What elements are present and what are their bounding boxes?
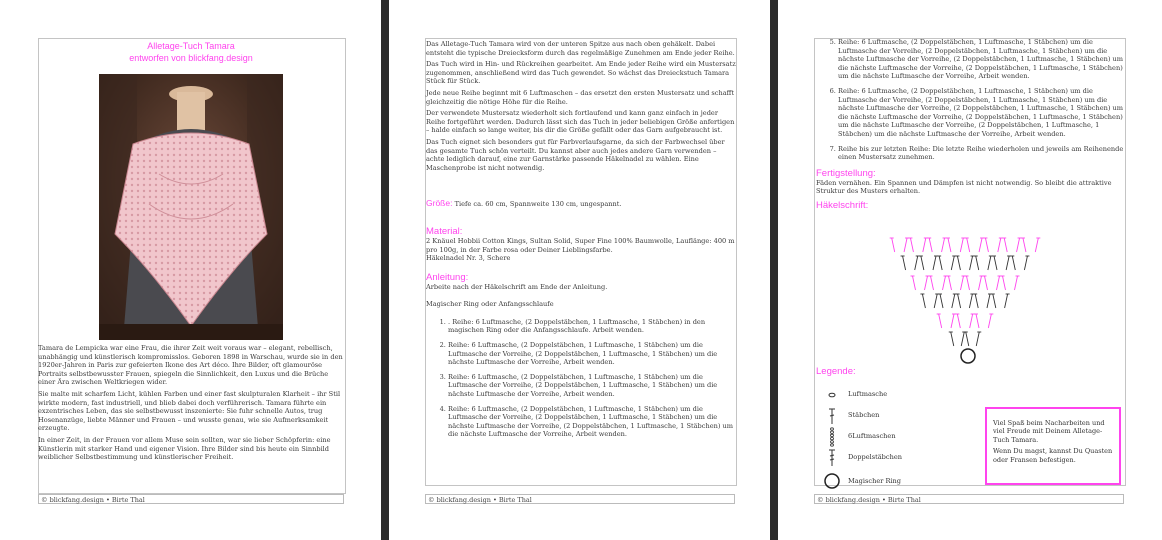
stitch-mark: [967, 238, 970, 252]
legend-row: [822, 448, 972, 469]
row-item: 7. Reihe bis zur letzten Reihe: Die letzte Reihe wiederholen und jeweils am Reihenende einen Mustersatz zunehmen.: [838, 145, 1126, 162]
stitch-mark: [976, 256, 979, 270]
stitch-mark: [929, 238, 932, 252]
legend-label: Stäbchen: [848, 411, 880, 419]
row-item: 2. Reihe: 6 Luftmasche, (2 Doppelstäbchen, 1 Luftmasche, 1 Stäbchen) um die Luftmasche der Vorreihe, (2 Doppelstäbchen, 1 Luftmasche, 1 Stäbchen) um die nächste Luftmasche der Vorreihe, Arbeit wenden.: [448, 341, 736, 367]
stitch-mark: [948, 238, 951, 252]
treble-crochet-icon: [822, 448, 842, 468]
stitch-mark: [921, 256, 924, 270]
row-list: [426, 318, 736, 439]
stitch-mark: [910, 238, 913, 252]
stitch-mark: [892, 238, 895, 252]
title-line-2: entworfen von blickfang.design: [129, 53, 253, 63]
description-paragraph: Das Tuch eignet sich besonders gut für Farbverlaufsgarne, da sich der Farbwechsel über das gesamte Tuch schön verteilt. Du kannst aber auch jedes andere Garn verwenden – achte lediglich darauf, eine zur Garnstärke passende Häkelnadel zu wählen. Eine Maschenprobe ist nicht notwendig.: [426, 137, 725, 172]
row-item: 6. Reihe: 6 Luftmasche, (2 Doppelstäbchen, 1 Luftmasche, 1 Stäbchen) um die Luftmasche der Vorreihe, (2 Doppelstäbchen, 1 Luftmasche, 1 Stäbchen) um die nächste Luftmasche der Vorreihe, (2 Doppelstäbchen, 1 Luftmasche, 1 Stäbchen) um die nächste Luftmasche der Vorreihe, (2 Doppelstäbchen, 1 Luftmasche, 1 Stäbchen) um die nächste Luftmasche der Vorreihe, (2 Doppelstäbchen, 1 Luftmasche, 1 Stäbchen) um die nächste Luftmasche der Vorreihe, Arbeit wenden.: [838, 87, 1126, 139]
stitch-mark: [961, 276, 964, 290]
stitch-mark: [988, 314, 991, 328]
stitch-mark: [958, 294, 961, 308]
shawl-photo: [99, 74, 283, 340]
stitch-mark: [934, 294, 937, 308]
stitch-mark: [1023, 238, 1026, 252]
row-item: 3. Reihe: 6 Luftmasche, (2 Doppelstäbchen, 1 Luftmasche, 1 Stäbchen) um die Luftmasche der Vorreihe, (2 Doppelstäbchen, 1 Luftmasche, 1 Stäbchen) um die nächste Luftmasche der Vorreihe, Arbeit wenden.: [448, 373, 736, 399]
stitch-mark: [967, 276, 970, 290]
legend-label: Doppelstäbchen: [848, 453, 902, 461]
stitch-mark: [1017, 238, 1020, 252]
double-crochet-icon: [822, 406, 842, 426]
instructions-body: [426, 40, 736, 445]
size-heading: Größe:: [426, 198, 453, 209]
stitch-mark: [998, 238, 1001, 252]
stitch-mark: [994, 256, 997, 270]
stitch-mark: [913, 276, 916, 290]
legend-row: [822, 469, 972, 493]
row-item: 1. . Reihe: 6 Luftmasche, (2 Doppelstäbchen, 1 Luftmasche, 1 Stäbchen) in den magischen Ring oder die Anfangsschlaufe. Arbeit wenden.: [448, 318, 736, 335]
legend-row: [822, 385, 972, 406]
stitch-mark: [985, 276, 988, 290]
stitch-mark: [1006, 256, 1009, 270]
stitch-mark: [1024, 256, 1027, 270]
instructions-start: Magischer Ring oder Anfangsschlaufe: [426, 300, 554, 309]
chart-heading: Häkelschrift:: [816, 199, 869, 211]
legend-row: [822, 427, 972, 448]
stitch-mark: [904, 238, 907, 252]
instructions-heading: Anleitung:: [426, 271, 469, 283]
stitch-mark: [942, 238, 945, 252]
closing-note-box: [985, 407, 1121, 485]
intro-paragraph: In einer Zeit, in der Frauen vor allem Muse sein sollten, war sie lieber Schöpferin: eine Künstlerin mit starker Hand und eigener Vision. Ihre Bilder sind bis heute ein Sinnbild weiblicher Selbstbestimmung und künstlerischer Freiheit.: [38, 435, 331, 462]
note-paragraph: Wenn Du magst, kannst Du Quasten oder Fransen befestigen.: [993, 447, 1113, 464]
legend-list: [822, 385, 972, 493]
legend-label: 6Luftmaschen: [848, 432, 896, 440]
page-footer: © blickfang.design • Birte Thal: [38, 494, 344, 504]
crochet-chart: [880, 232, 1050, 366]
row-item: 4. Reihe: 6 Luftmasche, (2 Doppelstäbchen, 1 Luftmasche, 1 Stäbchen) um die Luftmasche der Vorreihe, (2 Doppelstäbchen, 1 Luftmasche, 1 Stäbchen) um die nächste Luftmasche der Vorreihe, (2 Doppelstäbchen, 1 Luftmasche, 1 Stäbchen) um die nächste Luftmasche der Vorreihe, Arbeit wenden.: [448, 405, 736, 439]
page-footer: © blickfang.design • Birte Thal: [425, 494, 735, 504]
stitch-mark: [979, 276, 982, 290]
instructions-continued: [816, 40, 1126, 211]
stitch-mark: [925, 276, 928, 290]
magic-ring-mark: [961, 349, 975, 363]
stitch-mark: [975, 294, 978, 308]
stitch-mark: [979, 238, 982, 252]
size-text: Tiefe ca. 60 cm, Spannweite 130 cm, ungespannt.: [454, 200, 622, 209]
instructions-intro: Arbeite nach der Häkelschrift am Ende der Anleitung.: [426, 282, 608, 291]
legend-label: Luftmasche: [848, 390, 888, 398]
stitch-mark: [976, 332, 979, 346]
stitch-mark: [951, 256, 954, 270]
legend-row: [822, 406, 972, 427]
stitch-mark: [952, 294, 955, 308]
row-list-continued: [816, 38, 1126, 162]
material-text-tools: Häkelnadel Nr. 3, Schere: [426, 254, 511, 263]
stitch-mark: [951, 314, 954, 328]
stitch-mark: [993, 294, 996, 308]
stitch-mark: [951, 332, 954, 346]
description-paragraph: Das Alletage-Tuch Tamara wird von der unteren Spitze aus nach oben gehäkelt. Dabei entsteht die typische Dreiecksform durch das regelmäßige Zunehmen am Ende jeder Reihe.: [426, 40, 735, 57]
stitch-mark: [922, 294, 925, 308]
stitch-mark: [970, 256, 973, 270]
stitch-mark: [988, 256, 991, 270]
stitch-mark: [923, 238, 926, 252]
stitch-mark: [903, 256, 906, 270]
stitch-mark: [957, 314, 960, 328]
stitch-mark: [915, 256, 918, 270]
stitch-mark: [976, 314, 979, 328]
row-item: 5. Reihe: 6 Luftmasche, (2 Doppelstäbchen, 1 Luftmasche, 1 Stäbchen) um die Luftmasche der Vorreihe, (2 Doppelstäbchen, 1 Luftmasche, 1 Stäbchen) um die nächste Luftmasche der Vorreihe, (2 Doppelstäbchen, 1 Luftmasche, 1 Stäbchen) um die nächste Luftmasche der Vorreihe, (2 Doppelstäbchen, 1 Luftmasche, 1 Stäbchen) um die nächste Luftmasche der Vorreihe, Arbeit wenden.: [838, 38, 1126, 81]
pattern-title: [38, 40, 344, 64]
stitch-mark: [966, 332, 969, 346]
description-paragraph: Der verwendete Mustersatz wiederholt sich fortlaufend und kann ganz einfach in jeder Reihe fortgeführt werden. Dadurch lässt sich das Tuch in jeder beliebigen Größe anfertigen – halde einfach so lange weiter, bis dir die Größe gefällt oder das Garn aufgebraucht ist.: [426, 109, 735, 135]
six-chain-icon: [822, 427, 842, 447]
legend-heading: Legende:: [816, 366, 856, 377]
page-footer: © blickfang.design • Birte Thal: [814, 494, 1124, 504]
stitch-mark: [1004, 238, 1007, 252]
stitch-mark: [970, 314, 973, 328]
material-text: 2 Knäuel Hobbii Cotton Kings, Sultan Solid, Super Fine 100% Baumwolle, Lauflänge: 400 m pro 100g, in der Farbe rosa oder Deiner Lieblingsfarbe.: [426, 236, 735, 254]
stitch-mark: [985, 238, 988, 252]
stitch-mark: [939, 256, 942, 270]
stitch-mark: [997, 276, 1000, 290]
intro-paragraph: Tamara de Lempicka war eine Frau, die ihrer Zeit weit voraus war – elegant, rebellisch, unabhängig und künstlerisch kompromisslos. Geboren 1898 in Warschau, wurde sie in den 1920er-Jahren in Paris zur gefeierten Ikone des Art déco. Ihre Bilder, oft glamouröse Portraits selbstbewusster Frauen, spiegeln die Sinnlichkeit, den Luxus und die Brüche einer Ära zwischen Weltkriegen wider.: [38, 344, 343, 387]
stitch-mark: [933, 256, 936, 270]
material-heading: Material:: [426, 225, 463, 237]
stitch-mark: [960, 238, 963, 252]
magic-ring-icon: [822, 469, 842, 489]
finishing-text: Fäden vernähen. Ein Spannen und Dämpfen ist nicht notwendig. So bleibt die attraktive Struktur des Musters erhalten.: [816, 178, 1112, 196]
legend-label: Magischer Ring: [848, 477, 902, 485]
stitch-mark: [940, 294, 943, 308]
intro-paragraph: Sie malte mit scharfem Licht, kühlen Farben und einer fast skulpturalen Klarheit – ihr Stil wirkte modern, fast industriell, und blieb dabei doch verführerisch. Tamara führte ein exzentrisches Leben, das sie selbstbewusst inszenierte: Sie fuhr schnelle Autos, trug Hosenanzüge, liebte Männer und Frauen – und wusste genau, wie sie Aufmerksamkeit erzeugte.: [38, 389, 341, 433]
finishing-heading: Fertigstellung:: [816, 167, 876, 179]
stitch-mark: [943, 276, 946, 290]
title-line-1: Alletage-Tuch Tamara: [147, 41, 235, 51]
stitch-mark: [1005, 294, 1008, 308]
stitch-mark: [987, 294, 990, 308]
stitch-mark: [961, 332, 964, 346]
intro-text: [38, 344, 344, 465]
chain-stitch-icon: [822, 385, 842, 405]
size-line: [426, 199, 736, 209]
note-paragraph: Viel Spaß beim Nacharbeiten und viel Freude mit Deinem Alletage-Tuch Tamara.: [993, 419, 1105, 444]
stitch-mark: [1003, 276, 1006, 290]
description-paragraph: Jede neue Reihe beginnt mit 6 Luftmaschen – das ersetzt den ersten Mustersatz und schafft gleichzeitig die nötige Höhe für die Reihe.: [426, 88, 734, 106]
stitch-mark: [1012, 256, 1015, 270]
stitch-mark: [1035, 238, 1038, 252]
description-paragraph: Das Tuch wird in Hin- und Rückreihen gearbeitet. Am Ende jeder Reihe wird ein Mustersatz zugenommen, anschließend wird das Tuch gewendet. So wächst das Dreieckstuch Tamara Stück für Stück.: [426, 60, 736, 86]
stitch-mark: [931, 276, 934, 290]
stitch-mark: [949, 276, 952, 290]
stitch-mark: [939, 314, 942, 328]
stitch-mark: [1015, 276, 1018, 290]
page-1: [0, 0, 381, 540]
stitch-mark: [957, 256, 960, 270]
stitch-mark: [969, 294, 972, 308]
